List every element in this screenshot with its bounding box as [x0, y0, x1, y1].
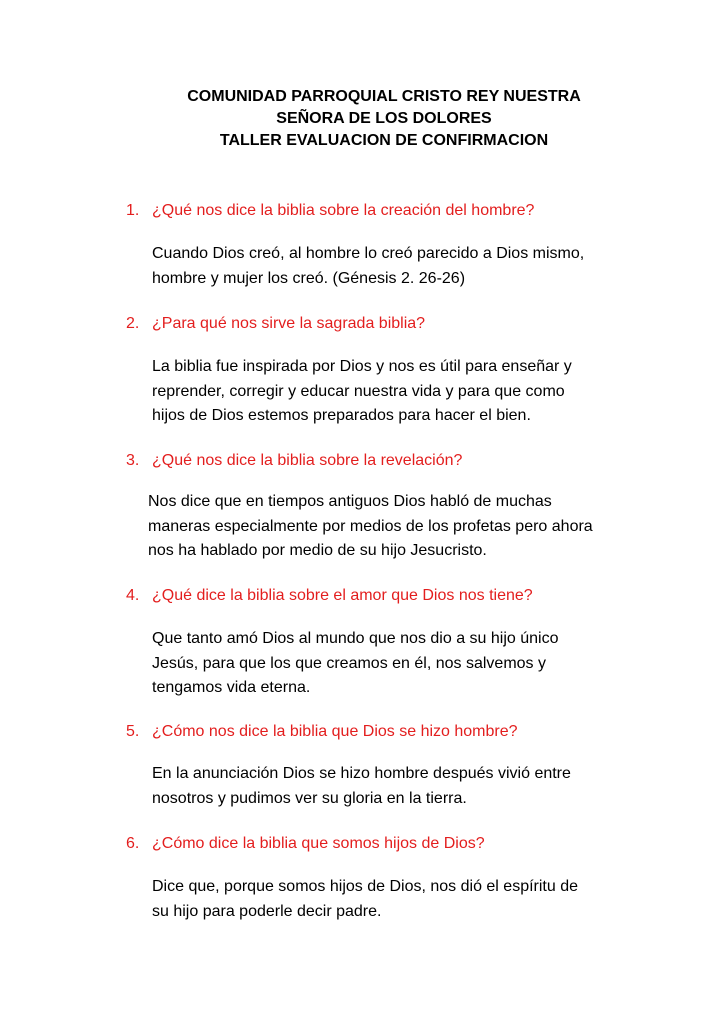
- answer-5: [152, 762, 571, 811]
- answer-3: [148, 490, 593, 564]
- header-line-3: TALLER EVALUACION DE CONFIRMACION: [219, 132, 549, 149]
- question-4: [126, 586, 533, 606]
- question-text: ¿Qué dice la biblia sobre el amor que Dios nos tiene?: [152, 587, 533, 604]
- answer-line: reprender, corregir y educar nuestra vida y para que como: [152, 382, 565, 400]
- answer-line: nos ha hablado por medio de su hijo Jesucristo.: [148, 542, 487, 559]
- answer-2: [152, 355, 572, 429]
- question-text: ¿Qué nos dice la biblia sobre la revelación?: [152, 452, 463, 469]
- answer-line: hijos de Dios estemos preparados para hacer el bien.: [152, 407, 531, 424]
- question-number: 1.: [126, 202, 140, 219]
- question-number: 6.: [126, 835, 140, 852]
- answer-line: Jesús, para que los que creamos en él, nos salvemos y: [152, 654, 546, 672]
- answer-6: [152, 875, 578, 924]
- answer-line: Que tanto amó Dios al mundo que nos dio a su hijo único: [152, 630, 559, 647]
- question-text: ¿Qué nos dice la biblia sobre la creación del hombre?: [152, 202, 535, 219]
- answer-1: [152, 242, 584, 291]
- question-text: ¿Para qué nos sirve la sagrada biblia?: [152, 315, 426, 332]
- answer-line: nosotros y pudimos ver su gloria en la tierra.: [152, 789, 467, 807]
- header-line-2: SEÑORA DE LOS DOLORES: [276, 110, 492, 127]
- question-5: [126, 722, 518, 742]
- question-6: [126, 834, 485, 854]
- question-number: 2.: [126, 315, 140, 332]
- question-text: ¿Cómo nos dice la biblia que Dios se hizo hombre?: [152, 723, 518, 740]
- question-3: [126, 451, 462, 471]
- question-1: [126, 201, 534, 221]
- header-line-1: COMUNIDAD PARROQUIAL CRISTO REY NUESTRA: [187, 88, 581, 105]
- question-number: 3.: [126, 452, 140, 469]
- question-number: 5.: [126, 723, 140, 740]
- answer-line: Cuando Dios creó, al hombre lo creó parecido a Dios mismo,: [152, 245, 585, 262]
- document-header: [0, 86, 728, 152]
- answer-line: Nos dice que en tiempos antiguos Dios habló de muchas: [148, 493, 552, 510]
- answer-line: La biblia fue inspirada por Dios y nos es útil para enseñar y: [152, 358, 572, 375]
- answer-4: [152, 627, 558, 701]
- answer-line: Dice que, porque somos hijos de Dios, nos dió el espíritu de: [152, 878, 579, 895]
- answer-line: hombre y mujer los creó. (Génesis 2. 26-26): [152, 269, 466, 287]
- answer-line: tengamos vida eterna.: [152, 679, 311, 696]
- answer-line: En la anunciación Dios se hizo hombre después vivió entre: [152, 765, 571, 782]
- answer-line: maneras especialmente por medios de los profetas pero ahora: [148, 517, 593, 535]
- answer-line: su hijo para poderle decir padre.: [152, 902, 382, 920]
- question-2: [126, 314, 425, 334]
- question-text: ¿Cómo dice la biblia que somos hijos de Dios?: [152, 835, 485, 852]
- question-number: 4.: [126, 587, 140, 604]
